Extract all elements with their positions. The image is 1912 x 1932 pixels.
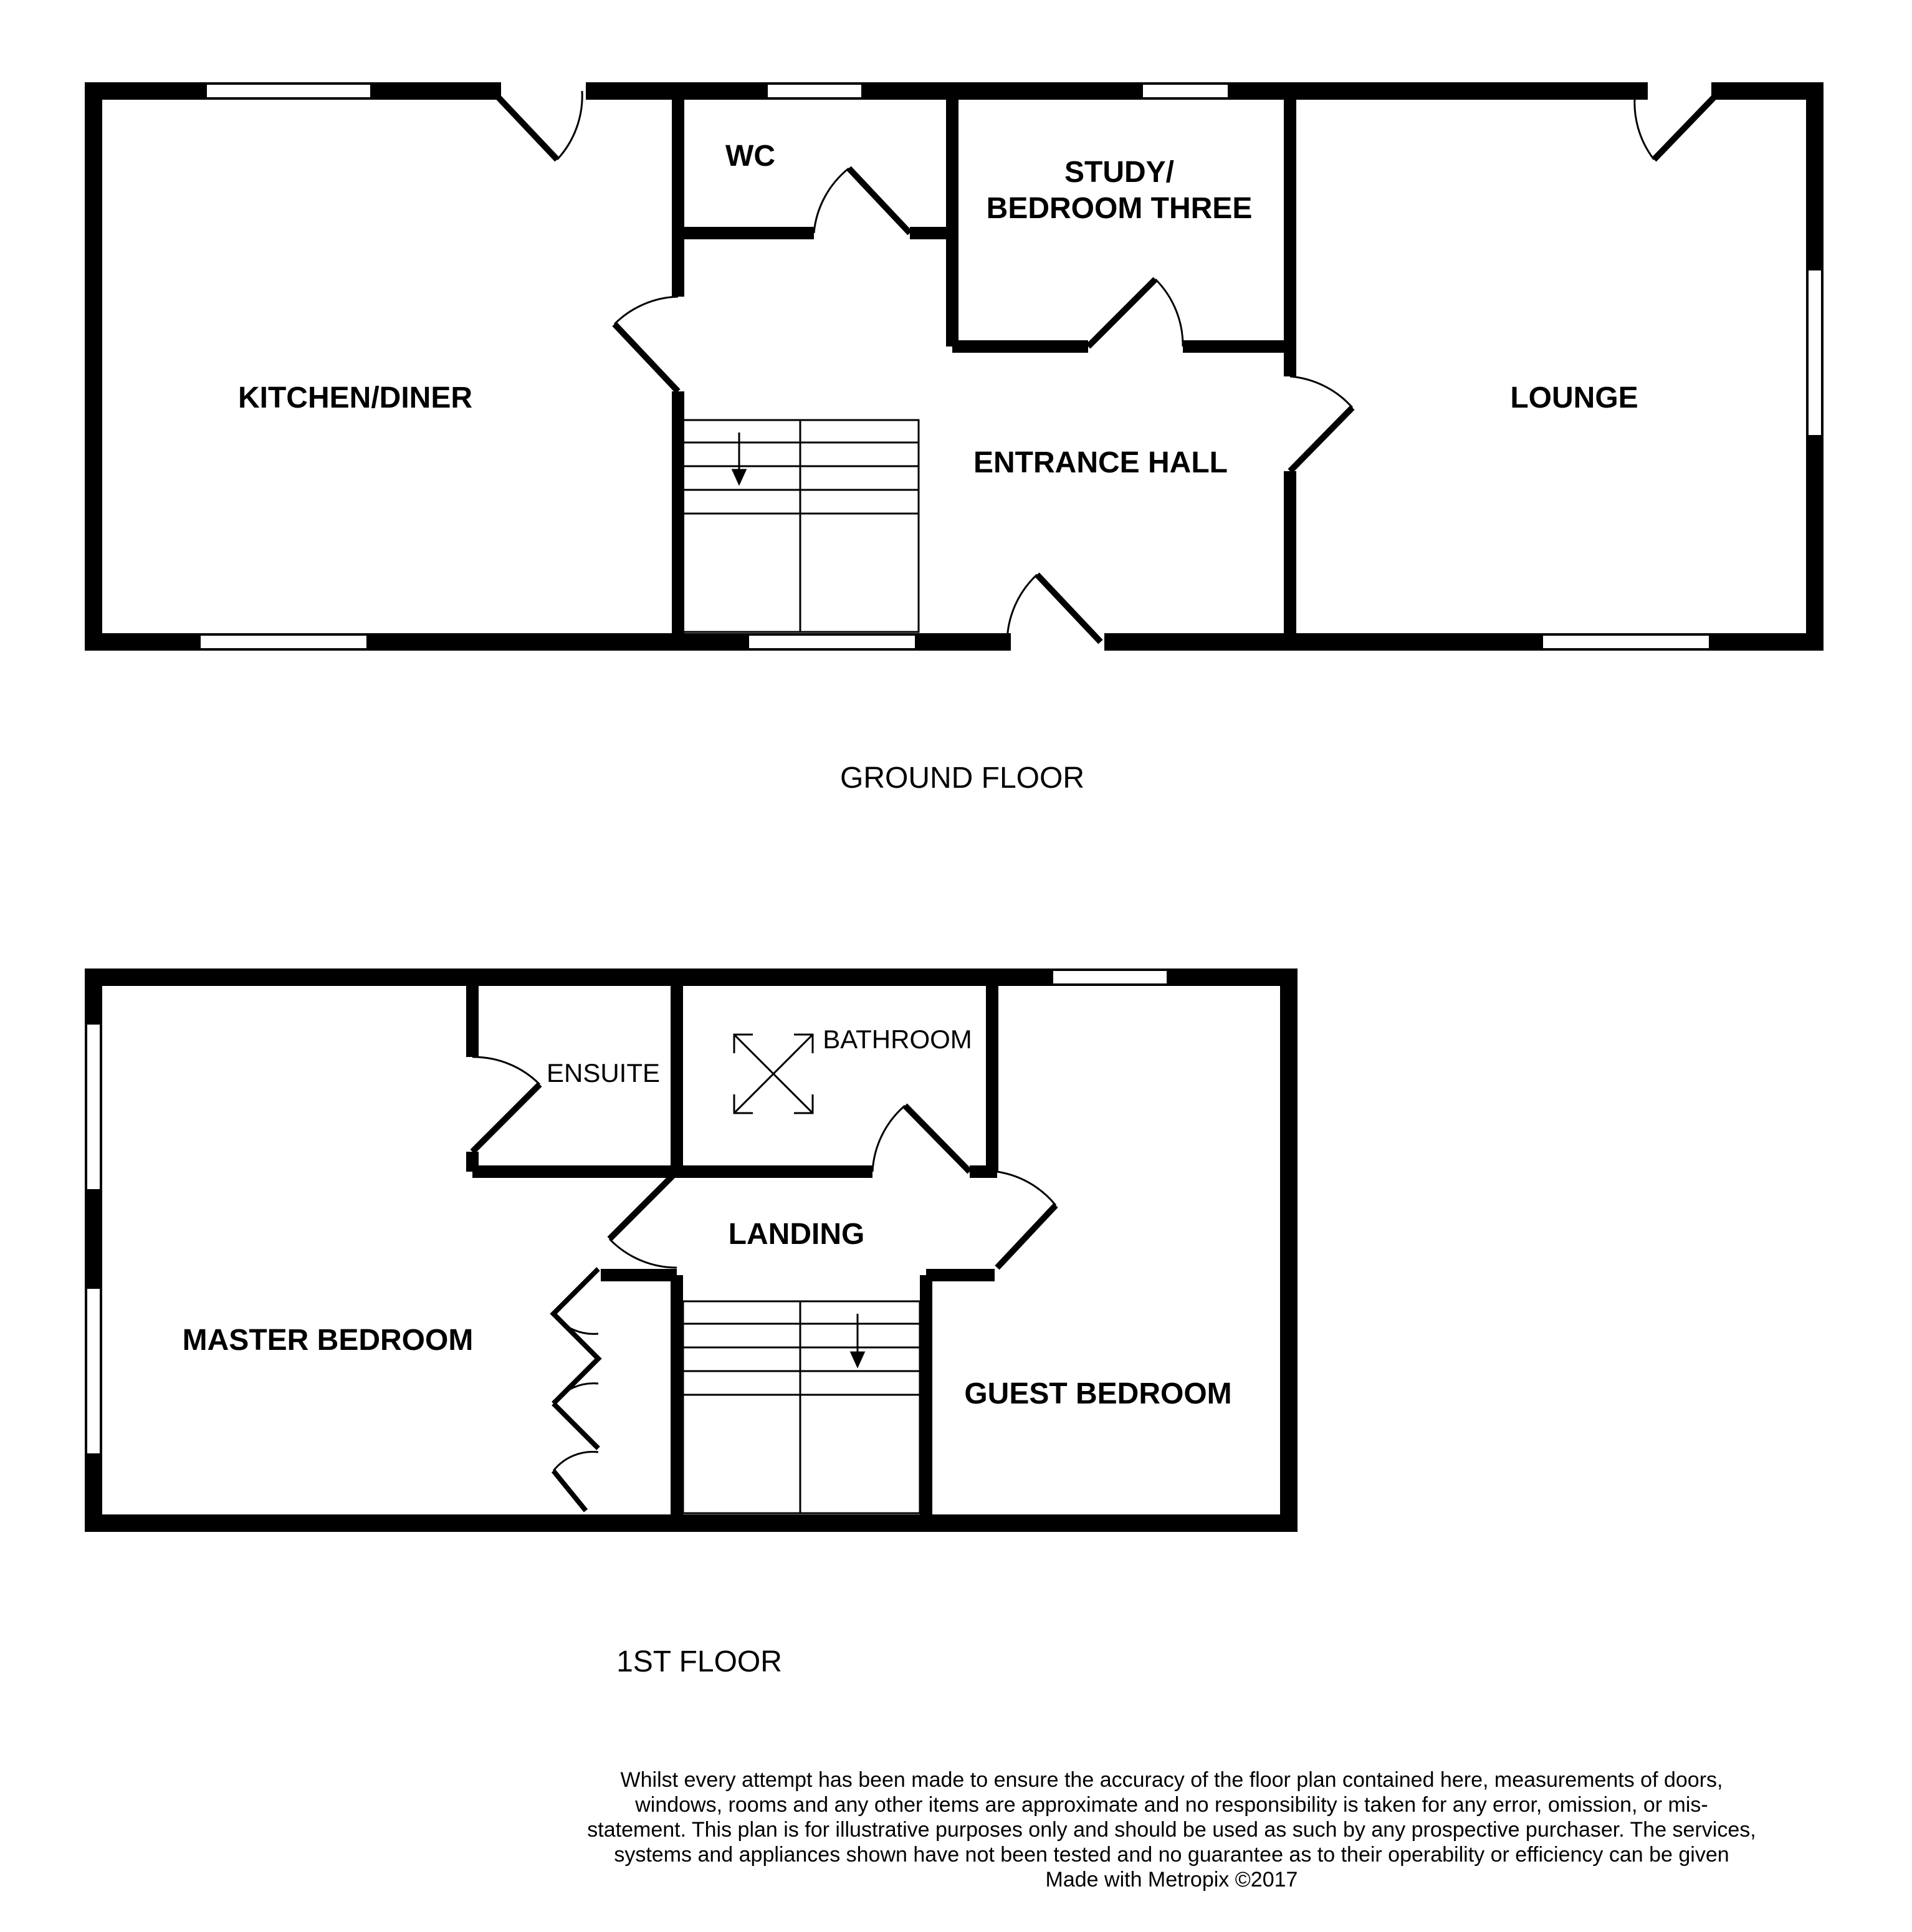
- room-label-wc: WC: [725, 140, 775, 173]
- ground-inner-walls: [678, 91, 1290, 642]
- metropix-credit: Made with Metropix ©2017: [1045, 1868, 1298, 1891]
- ground-floor-plan: [93, 84, 1822, 795]
- first-floor-plan: [86, 970, 1289, 1678]
- floor-title-ground: GROUND FLOOR: [839, 762, 1085, 795]
- room-label-bathroom: BATHROOM: [823, 1025, 972, 1054]
- ground-stairs: [683, 420, 919, 632]
- room-label-master-bedroom: MASTER BEDROOM: [182, 1324, 474, 1357]
- room-label-ensuite: ENSUITE: [546, 1058, 661, 1088]
- room-label-landing: LANDING: [728, 1218, 865, 1251]
- disclaimer-text: Whilst every attempt has been made to ensure the accuracy of the floor plan contained here, measurements of doors, windows, rooms and any other items are approximate and no responsibility is taken for any error, omission, or mis-statement. This plan is for illustrative purposes only and should be used as such by any prospective purchaser. The services, systems and appliances shown have not been tested and no guarantee as to their operability or efficiency can be given: [587, 1768, 1756, 1867]
- first-stairs: [683, 1301, 920, 1513]
- room-label-kitchen-diner: KITCHEN/DINER: [237, 381, 473, 414]
- first-outer-walls: [93, 977, 1289, 1523]
- room-label-study-line2: BEDROOM THREE: [986, 192, 1253, 225]
- skylight-icon: [734, 1035, 813, 1113]
- room-label-entrance-hall: ENTRANCE HALL: [973, 446, 1228, 479]
- floor-title-first: 1ST FLOOR: [616, 1645, 782, 1678]
- room-label-guest-bedroom: GUEST BEDROOM: [964, 1377, 1232, 1410]
- room-label-study-line1: STUDY/: [1064, 156, 1175, 189]
- first-doors: [472, 1057, 1056, 1511]
- ground-windows: [199, 84, 1822, 649]
- room-label-lounge: LOUNGE: [1510, 381, 1638, 414]
- disclaimer-block: [586, 1767, 1757, 1892]
